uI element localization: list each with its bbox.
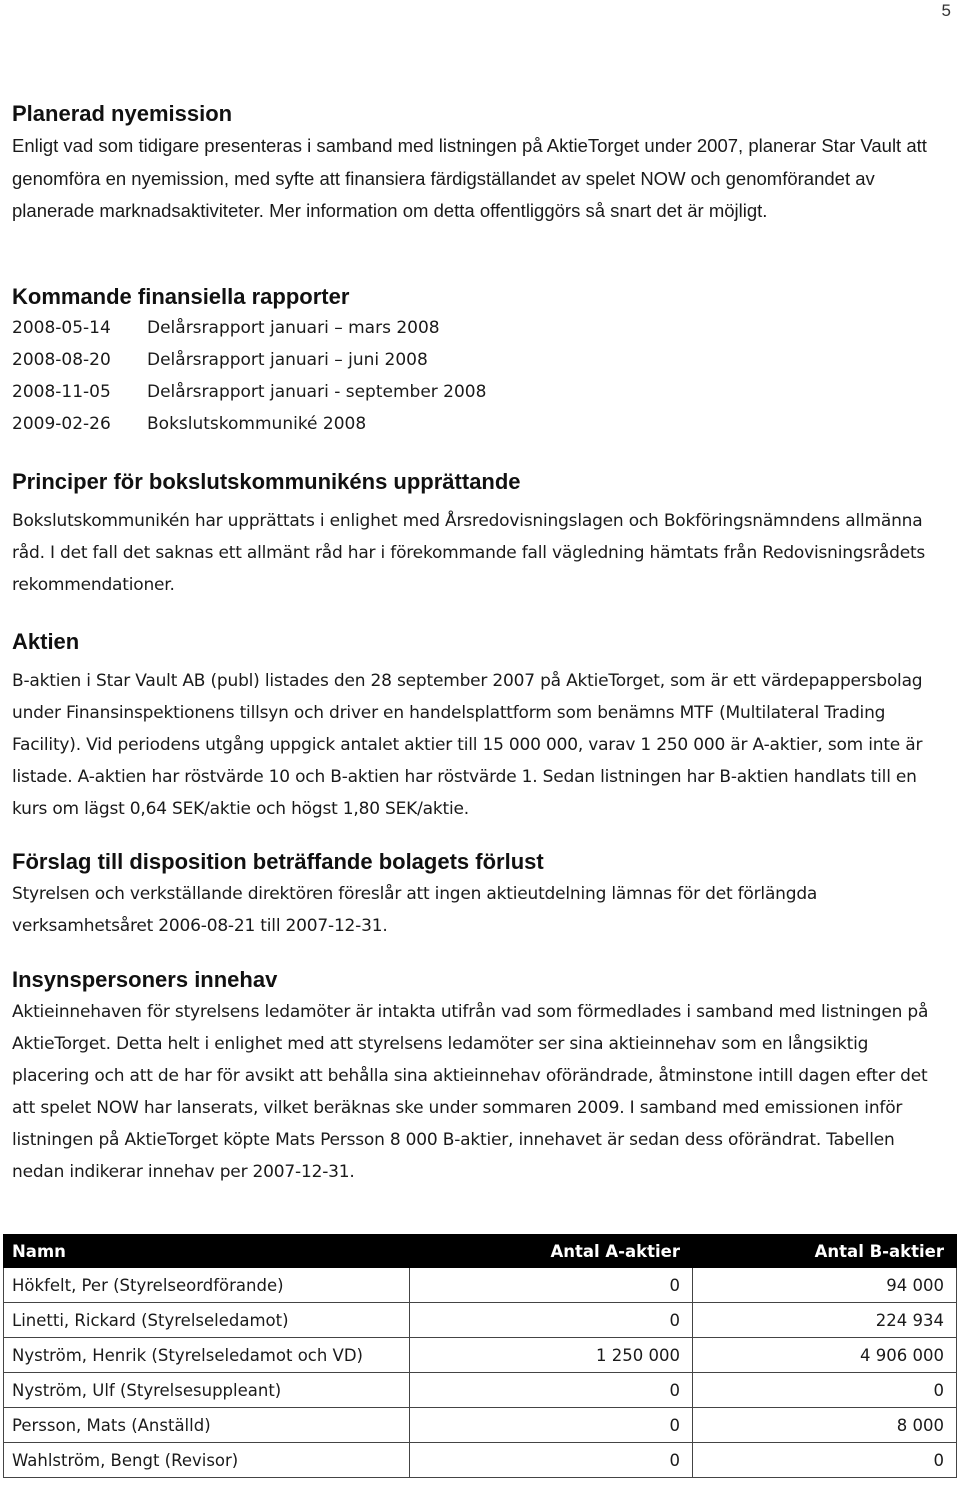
report-row (12, 312, 440, 344)
cell-a-aktier: 0 (410, 1268, 693, 1303)
column-header-b-aktier: Antal B-aktier (693, 1235, 957, 1268)
table-row (4, 1268, 957, 1303)
paragraph-insyn: Aktieinnehaven för styrelsens ledamöter är intakta utifrån vad som förmedlades i samband med listningen på AktieTorget. Detta helt i enlighet med att styrelsens ledamöter ser sina aktieinnehav som en långsiktig placering och att de har för avsikt att behålla sina aktieinnehav oförändrade, åtminstone intill dagen efter det att spelet NOW har lanserats, vilket beräknas ske under sommaren 2009. I samband med emissionen inför listningen på AktieTorget köpte Mats Persson 8 000 B-aktier, innehavet är sedan dess oförändrat. Tabellen nedan indikerar innehav per 2007-12-31. (12, 1002, 929, 1182)
cell-name: Nyström, Henrik (Styrelseledamot och VD) (4, 1338, 410, 1373)
cell-a-aktier: 0 (410, 1373, 693, 1408)
table-row (4, 1338, 957, 1373)
cell-b-aktier: 0 (693, 1443, 957, 1478)
cell-b-aktier: 8 000 (693, 1408, 957, 1443)
column-header-a-aktier: Antal A-aktier (410, 1235, 693, 1268)
cell-a-aktier: 1 250 000 (410, 1338, 693, 1373)
report-label: Delårsrapport januari - september 2008 (147, 382, 487, 402)
cell-a-aktier: 0 (410, 1443, 693, 1478)
report-label: Delårsrapport januari – mars 2008 (147, 318, 440, 338)
paragraph-principer: Bokslutskommunikén har upprättats i enlighet med Årsredovisningslagen och Bokföringsnämndens allmänna råd. I det fall det saknas ett allmänt råd har i förekommande fall vägledning hämtats från Redovisningsrådets rekommendationer. (12, 511, 926, 595)
cell-a-aktier: 0 (410, 1408, 693, 1443)
cell-name: Linetti, Rickard (Styrelseledamot) (4, 1303, 410, 1338)
cell-name: Persson, Mats (Anställd) (4, 1408, 410, 1443)
paragraph-forslag: Styrelsen och verkställande direktören föreslår att ingen aktieutdelning lämnas för det förlängda verksamhetsåret 2006-08-21 till 2007-12-31. (12, 884, 818, 936)
cell-name: Nyström, Ulf (Styrelsesuppleant) (4, 1373, 410, 1408)
cell-b-aktier: 4 906 000 (693, 1338, 957, 1373)
paragraph-aktien: B-aktien i Star Vault AB (publ) listades den 28 september 2007 på AktieTorget, som är ett värdepappersbolag under Finansinspektionens tillsyn och driver en handelsplattform som benämns MTF (Multilateral Trading Facility). Vid periodens utgång uppgick antalet aktier till 15 000 000, varav 1 250 000 är A-aktier, som inte är listade. A-aktien har röstvärde 10 och B-aktien har röstvärde 1. Sedan listningen har B-aktien handlats till en kurs om lägst 0,64 SEK/aktie och högst 1,80 SEK/aktie. (12, 671, 923, 819)
table-row (4, 1373, 957, 1408)
heading-insyn: Insynspersoners innehav (12, 967, 278, 992)
heading-aktien: Aktien (12, 629, 80, 654)
cell-name: Wahlström, Bengt (Revisor) (4, 1443, 410, 1478)
holdings-table (3, 1234, 957, 1478)
report-row (12, 344, 428, 376)
cell-b-aktier: 224 934 (693, 1303, 957, 1338)
heading-forslag: Förslag till disposition beträffande bolagets förlust (12, 849, 544, 874)
page-number: 5 (941, 1, 951, 20)
report-date: 2008-08-20 (12, 350, 111, 370)
heading-principer: Principer för bokslutskommunikéns upprättande (12, 469, 521, 494)
cell-name: Hökfelt, Per (Styrelseordförande) (4, 1268, 410, 1303)
paragraph-nyemission: Enligt vad som tidigare presenteras i samband med listningen på AktieTorget under 2007, planerar Star Vault att genomföra en nyemission, med syfte att finansiera färdigställandet av spelet NOW och genomförandet av planerade marknadsaktiviteter. Mer information om detta offentliggörs så snart det är möjligt. (12, 135, 927, 221)
cell-b-aktier: 94 000 (693, 1268, 957, 1303)
table-row (4, 1303, 957, 1338)
report-date: 2008-05-14 (12, 318, 111, 338)
report-label: Bokslutskommuniké 2008 (147, 414, 367, 434)
table-row (4, 1408, 957, 1443)
report-row (12, 376, 486, 408)
cell-b-aktier: 0 (693, 1373, 957, 1408)
heading-kommande-rapporter: Kommande finansiella rapporter (12, 284, 350, 309)
heading-planerad-nyemission: Planerad nyemission (12, 101, 233, 126)
table-row (4, 1443, 957, 1478)
table-header-row (4, 1235, 957, 1268)
cell-a-aktier: 0 (410, 1303, 693, 1338)
report-date: 2009-02-26 (12, 414, 111, 434)
report-row (12, 408, 366, 440)
report-label: Delårsrapport januari – juni 2008 (147, 350, 428, 370)
report-date: 2008-11-05 (12, 382, 111, 402)
column-header-namn: Namn (4, 1235, 410, 1268)
